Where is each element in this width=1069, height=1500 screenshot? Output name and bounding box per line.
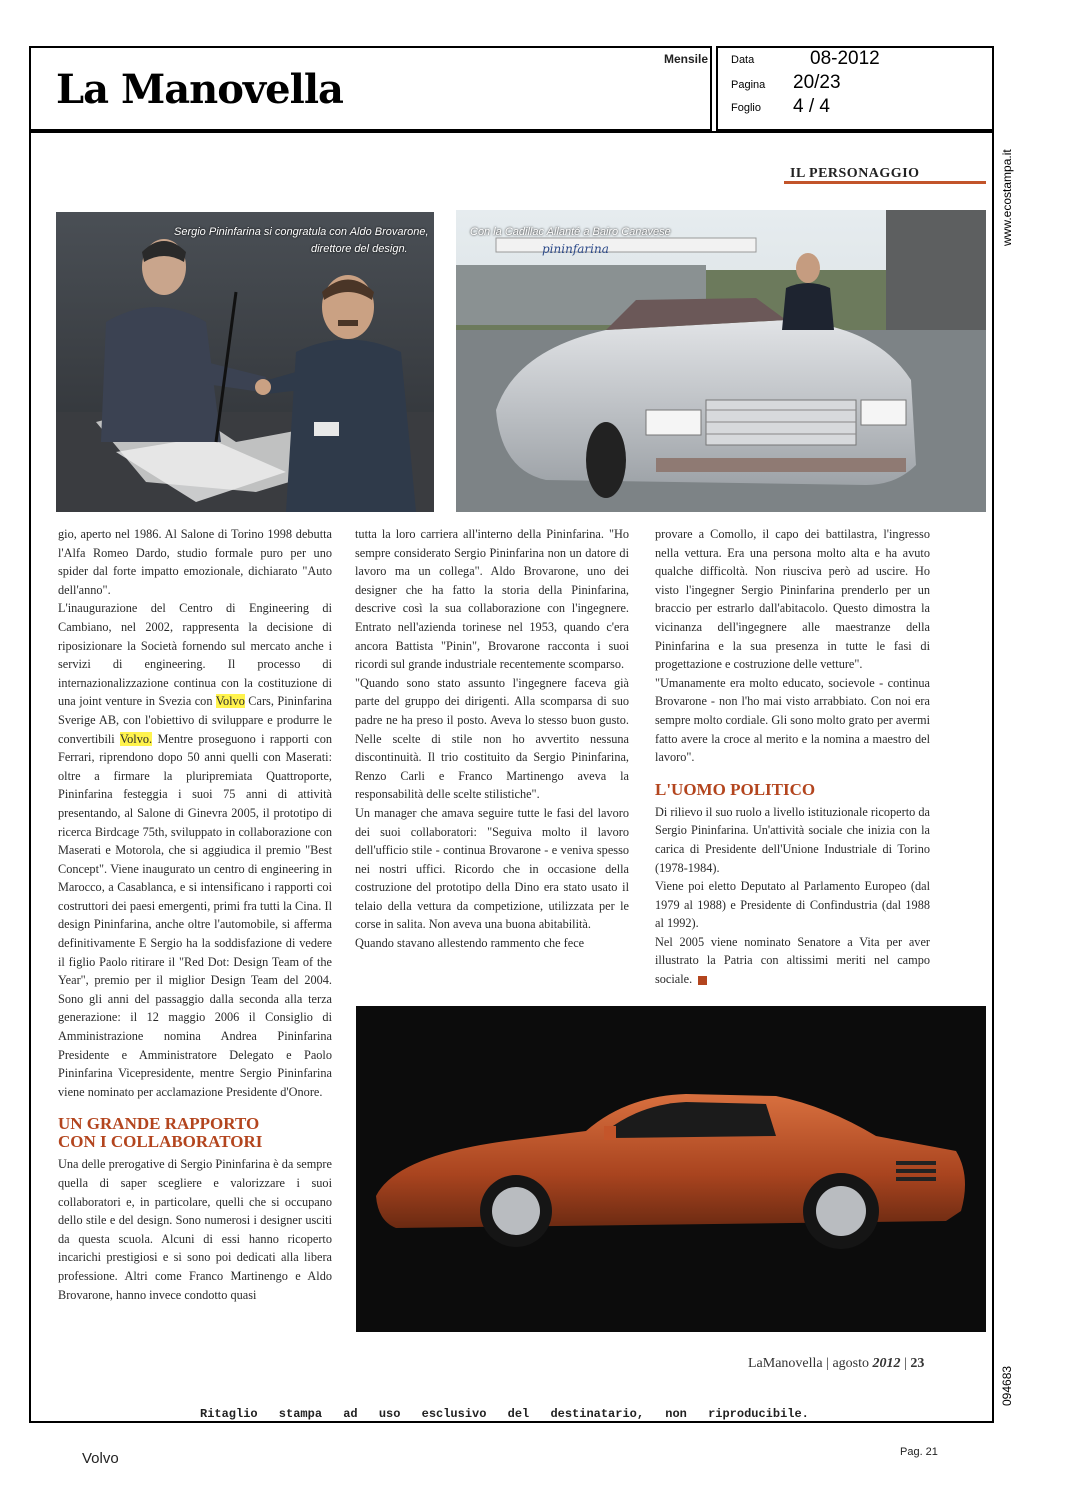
- clipping-code: 094683: [1000, 1365, 1014, 1406]
- col2-paragraph-4: Quando stavano allestendo rammento che fece: [355, 936, 585, 951]
- ferrari-illustration: [356, 1006, 986, 1332]
- heading-collaboratori: UN GRANDE RAPPORTO CON I COLLABORATORI: [58, 1114, 263, 1152]
- cadillac-illustration: [456, 210, 986, 512]
- column-1: [58, 525, 332, 1304]
- photo1-caption-line1: Sergio Pininfarina si congratula con Aldo Brovarone,: [174, 226, 429, 238]
- highlight-volvo: Volvo.: [119, 731, 153, 746]
- masthead-logo: La Manovella: [56, 66, 343, 113]
- photo-ferrari: [356, 1006, 986, 1332]
- ecostampa-url: www.ecostampa.it: [1000, 149, 1014, 246]
- col2-paragraph-3: Un manager che amava seguire tutte le fasi del lavoro dei suoi collaboratori: "Seguiva molto il lavoro dell'ufficio stile - continua Brovarone - e veniva spesso nei nostri uffici. Ricordo che in occasione della costruzione del prototipo della Dino era stato usato il telaio della vettura da competizione, utilizzata per le corse in salita. Non aveva una buona abitabilità.: [355, 805, 629, 932]
- highlight-volvo: Volvo: [215, 694, 245, 709]
- date-label: Data: [731, 54, 755, 66]
- col3-paragraph-1: provare a Comollo, il capo dei battilastra, l'ingresso nella vettura. Era una persona molto alta e ha avuto qualche difficoltà. Non riusciva però ad uscire. Ho visto l'ingegner Sergio Pininfarina prenderlo per un braccio per estrarlo dall'abitacolo. Questo dimostra la vicinanza dell'ingegnere alle maestranze della Pininfarina e la sua presenza in tutte le fasi di progettazione e costruzione delle vetture".: [655, 527, 930, 672]
- column-2: [355, 525, 629, 953]
- page-label: Pagina: [731, 79, 766, 91]
- handshake-illustration: [56, 212, 434, 512]
- keyword-label: Volvo: [82, 1450, 119, 1467]
- photo2-caption: Con la Cadillac Allanté a Bairo Canavese: [470, 226, 671, 238]
- col1-paragraph-2: L'inaugurazione del Centro di Engineering di Cambiano, nel 2002, rappresenta la decisione di riposizionare la Società fornendo sul mercato anche i servizi di engineering. Il processo di internazionalizzazione continua con la costituzione di una joint venture in Svezia con Volvo Cars, Pininfarina Sverige AB, con l'obiettivo di sviluppare e produrre le convertibili Volvo. Mentre proseguono i rapporti con Ferrari, riprendono dopo 50 anni quelli con Maserati: oltre a firmare la pluripremiata Quattroporte, Pininfarina festeggia i suoi 75 anni di attività presentando, al Salone di Ginevra 2005, il prototipo di ricerca Birdcage 75th, sviluppato in collaborazione con Maserati e Motorola, che si aggiudica il premio "Best Concept". Viene inaugurato un centro di engineering in Marocco, a Casablanca, e si intensificano i rapporti coi costruttori dei paesi emergenti, primi fra tutti la Cina. Il design Pininfarina, anche oltre l'automobile, si afferma definitivamente E Sergio ha la soddisfazione di vedere il figlio Paolo ritirare il "Red Dot: Design Team of the Year", premio per il miglior Design Team del 2004. Sono gli anni del passaggio dalla seconda alla terza generazione: il 12 maggio 2006 il Consiglio di Amministrazione nomina Andrea Pininfarina Presidente e Amministratore Delegato e Paolo Pininfarina Vicepresidente, mentre Sergio Pininfarina viene nominato per acclamazione Presidente d'Onore.: [58, 601, 332, 1099]
- col1-paragraph-3: Una delle prerogative di Sergio Pininfarina è da sempre quella di saper sceglierе e valorizzare i suoi collaboratori e, in particolare, quelli che si occupano dello stile e del design. Sono numerosi i designer usciti da questa scuola. Alcuni di essi hanno ricoperto incarichi prestigiosi e si sono poi dedicati alla libera professione. Altri come Franco Martinengo e Aldo Brovarone, hanno invece condotto quasi: [58, 1157, 332, 1302]
- section-title: IL PERSONAGGIO: [790, 166, 920, 181]
- magazine-footer: LaManovella | agosto 2012 | 23: [748, 1356, 925, 1371]
- page-value: 20/23: [793, 72, 841, 93]
- column-3: [655, 525, 930, 989]
- legal-notice: Ritaglio stampa ad uso esclusivo del destinatario, non riproducibile.: [200, 1407, 809, 1421]
- date-value: 08-2012: [810, 48, 880, 69]
- end-mark: [698, 976, 707, 985]
- col3-paragraph-3: Di rilievo il suo ruolo a livello istituzionale ricoperto da Sergio Pininfarina. Un'attività sociale che inizia con la carica di Presidente dell'Unione Industriale di Torino (1978-1984).: [655, 804, 930, 875]
- frequency-label: Mensile: [664, 52, 709, 66]
- col1-paragraph-1: gio, aperto nel 1986. Al Salone di Torino 1998 debutta l'Alfa Romeo Dardo, studio formale puro per uno spider dal forte impatto emozionale, dichiarato "Auto dell'anno".: [58, 527, 332, 597]
- page-number: Pag. 21: [900, 1446, 938, 1458]
- photo-cadillac: [456, 210, 986, 512]
- heading-uomo-politico: L'UOMO POLITICO: [655, 779, 816, 799]
- col2-paragraph-1: tutta la loro carriera all'interno della Pininfarina. "Ho sempre considerato Sergio Pininfarina non un datore di lavoro ma un collega". Aldo Brovarone, uno dei designer che ha fatto la storia della Pininfarina, descrive così la sua collaborazione con l'ingegnere. Entrato nell'azienda torinese nel 1953, quando c'era ancora Battista "Pinin", Brovarone racconta i suoi ricordi sul grande industriale recentemente scomparso.: [355, 527, 629, 672]
- col2-paragraph-2: "Quando sono stato assunto l'ingegnere faceva già parte del gruppo dei dirigenti. Alla scomparsa di suo padre ne ha preso il posto. Aveva lo stesso buon gusto. Nelle scelte di stile non ho avvertito nessuna discontinuità. Il trio costituito da Sergio Pininfarina, Renzo Carli e Franco Martinengo aveva la responsabilità delle scelte stilistiche".: [355, 675, 629, 802]
- photo2-sign: pininfarina: [542, 242, 609, 256]
- col3-paragraph-4: Viene poi eletto Deputato al Parlamento Europeo (dal 1979 al 1988) e Presidente di Confindustria (dal 1988 al 1992).: [655, 879, 930, 931]
- col3-paragraph-2: "Umanamente era molto educato, socievole - continua Brovarone - non l'ho mai visto arrabbiato. Con noi era sempre molto cordiale. Gli sono molto grato per avermi fatto avere la croce al merito e la nomina a maestro del lavoro".: [655, 675, 930, 765]
- photo1-caption-line2: direttore del design.: [311, 243, 408, 255]
- sheet-value: 4 / 4: [793, 96, 830, 117]
- photo-handshake: [56, 212, 434, 512]
- section-rule: [784, 181, 986, 184]
- sheet-label: Foglio: [731, 102, 761, 114]
- col3-paragraph-5: Nel 2005 viene nominato Senatore a Vita per aver illustrato la Patria con altissimi meriti nel campo sociale.: [655, 934, 930, 987]
